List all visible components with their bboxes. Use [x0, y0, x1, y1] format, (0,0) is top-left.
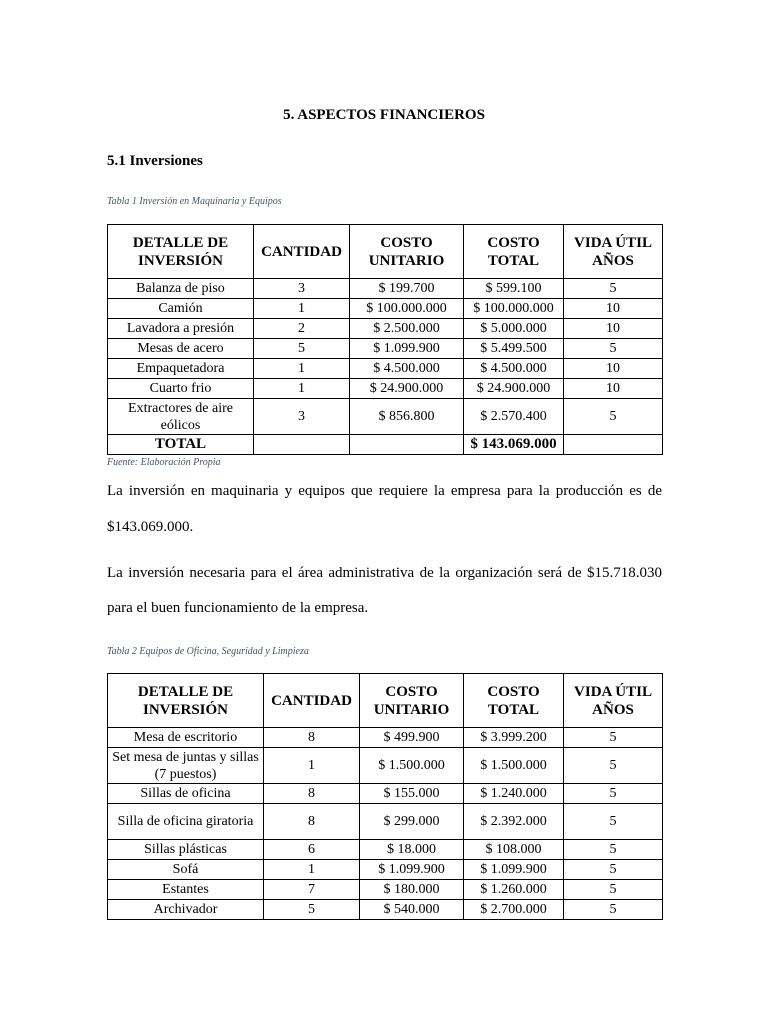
cell-cantidad: 5 [264, 900, 360, 920]
cell-cantidad: 3 [254, 399, 350, 435]
total-label: TOTAL [108, 435, 254, 455]
cell-vida-util: 5 [564, 840, 663, 860]
cell-vida-util: 5 [564, 748, 663, 784]
header-vida-util: VIDA ÚTIL AÑOS [564, 225, 663, 279]
table-row [108, 299, 663, 319]
table-row [108, 279, 663, 299]
cell-vida-util: 5 [564, 804, 663, 840]
cell-costo-total: $ 100.000.000 [464, 299, 564, 319]
table1-source: Fuente: Elaboración Propia [107, 457, 221, 468]
cell-costo-total: $ 24.900.000 [464, 379, 564, 399]
cell-detalle: Lavadora a presión [108, 319, 254, 339]
cell-detalle: Extractores de aire eólicos [108, 399, 254, 435]
table-row [108, 840, 663, 860]
cell-vida-util: 10 [564, 319, 663, 339]
cell-costo-unitario: $ 1.099.900 [350, 339, 464, 359]
cell-detalle: Mesa de escritorio [108, 728, 264, 748]
header-cantidad: CANTIDAD [254, 225, 350, 279]
cell-costo-total: $ 2.700.000 [464, 900, 564, 920]
cell-costo-total: $ 108.000 [464, 840, 564, 860]
cell-cantidad: 1 [254, 299, 350, 319]
cell-costo-total: $ 4.500.000 [464, 359, 564, 379]
cell-costo-unitario: $ 1.500.000 [360, 748, 464, 784]
table-maquinaria-equipos [107, 224, 663, 455]
table-row [108, 359, 663, 379]
cell-costo-unitario: $ 2.500.000 [350, 319, 464, 339]
table-row [108, 319, 663, 339]
cell-vida-util: 10 [564, 359, 663, 379]
cell-detalle: Estantes [108, 880, 264, 900]
paragraph2-line2: para el buen funcionamiento de la empresa. [107, 600, 369, 616]
header-detalle: DETALLE DE INVERSIÓN [108, 674, 264, 728]
cell-detalle: Archivador [108, 900, 264, 920]
cell-detalle: Sillas plásticas [108, 840, 264, 860]
table-equipos-oficina [107, 673, 663, 920]
cell-cantidad: 5 [254, 339, 350, 359]
cell-vida-util: 5 [564, 784, 663, 804]
cell-costo-unitario: $ 24.900.000 [350, 379, 464, 399]
table-row [108, 900, 663, 920]
cell-vida-util: 5 [564, 900, 663, 920]
cell-costo-unitario: $ 100.000.000 [350, 299, 464, 319]
cell-costo-total: $ 1.240.000 [464, 784, 564, 804]
cell-cantidad: 6 [264, 840, 360, 860]
table-row [108, 339, 663, 359]
cell-cantidad: 3 [254, 279, 350, 299]
cell-cantidad: 1 [264, 860, 360, 880]
cell-cantidad: 8 [264, 728, 360, 748]
cell-costo-unitario: $ 299.000 [360, 804, 464, 840]
table1-caption: Tabla 1 Inversión en Maquinaria y Equipos [107, 196, 282, 207]
table-row [108, 784, 663, 804]
cell-cantidad: 1 [264, 748, 360, 784]
header-costo-unitario: COSTO UNITARIO [350, 225, 464, 279]
cell-costo-total: $ 5.000.000 [464, 319, 564, 339]
cell-costo-total: $ 1.260.000 [464, 880, 564, 900]
cell-detalle: Silla de oficina giratoria [108, 804, 264, 840]
cell-cantidad: 1 [254, 359, 350, 379]
cell-vida-util: 5 [564, 279, 663, 299]
empty-cell [254, 435, 350, 455]
cell-costo-total: $ 1.500.000 [464, 748, 564, 784]
cell-costo-unitario: $ 1.099.900 [360, 860, 464, 880]
header-vida-util: VIDA ÚTIL AÑOS [564, 674, 663, 728]
paragraph2-line1: La inversión necesaria para el área administrativa de la organización será de $15.718.030 [107, 565, 662, 581]
cell-detalle: Mesas de acero [108, 339, 254, 359]
cell-costo-total: $ 3.999.200 [464, 728, 564, 748]
cell-detalle: Balanza de piso [108, 279, 254, 299]
table-row [108, 728, 663, 748]
cell-detalle: Set mesa de juntas y sillas (7 puestos) [108, 748, 264, 784]
cell-vida-util: 10 [564, 299, 663, 319]
cell-cantidad: 7 [264, 880, 360, 900]
cell-detalle: Cuarto frio [108, 379, 254, 399]
section-title: 5.1 Inversiones [107, 153, 203, 169]
cell-costo-total: $ 5.499.500 [464, 339, 564, 359]
cell-cantidad: 8 [264, 784, 360, 804]
cell-costo-unitario: $ 4.500.000 [350, 359, 464, 379]
header-detalle: DETALLE DE INVERSIÓN [108, 225, 254, 279]
table-row [108, 399, 663, 435]
cell-vida-util: 5 [564, 860, 663, 880]
page-heading: 5. ASPECTOS FINANCIEROS [283, 107, 485, 123]
table-row [108, 880, 663, 900]
paragraph1-line1: La inversión en maquinaria y equipos que requiere la empresa para la producción es de [107, 483, 662, 499]
cell-cantidad: 2 [254, 319, 350, 339]
cell-costo-total: $ 2.570.400 [464, 399, 564, 435]
cell-vida-util: 5 [564, 339, 663, 359]
cell-costo-unitario: $ 199.700 [350, 279, 464, 299]
empty-cell [350, 435, 464, 455]
cell-detalle: Sillas de oficina [108, 784, 264, 804]
table-row [108, 379, 663, 399]
cell-detalle: Empaquetadora [108, 359, 254, 379]
cell-vida-util: 5 [564, 880, 663, 900]
cell-vida-util: 10 [564, 379, 663, 399]
table-row [108, 804, 663, 840]
cell-vida-util: 5 [564, 399, 663, 435]
empty-cell [564, 435, 663, 455]
cell-costo-unitario: $ 155.000 [360, 784, 464, 804]
table2-caption: Tabla 2 Equipos de Oficina, Seguridad y Limpieza [107, 646, 309, 657]
cell-cantidad: 8 [264, 804, 360, 840]
cell-costo-unitario: $ 180.000 [360, 880, 464, 900]
header-cantidad: CANTIDAD [264, 674, 360, 728]
cell-costo-unitario: $ 540.000 [360, 900, 464, 920]
cell-detalle: Camión [108, 299, 254, 319]
header-costo-unitario: COSTO UNITARIO [360, 674, 464, 728]
cell-costo-total: $ 1.099.900 [464, 860, 564, 880]
cell-costo-unitario: $ 18.000 [360, 840, 464, 860]
cell-vida-util: 5 [564, 728, 663, 748]
header-costo-total: COSTO TOTAL [464, 674, 564, 728]
total-row [108, 435, 663, 455]
cell-detalle: Sofá [108, 860, 264, 880]
paragraph1-line2: $143.069.000. [107, 519, 194, 535]
table-row [108, 860, 663, 880]
cell-costo-total: $ 2.392.000 [464, 804, 564, 840]
total-value: $ 143.069.000 [464, 435, 564, 455]
table-row [108, 748, 663, 784]
cell-costo-total: $ 599.100 [464, 279, 564, 299]
cell-costo-unitario: $ 856.800 [350, 399, 464, 435]
header-costo-total: COSTO TOTAL [464, 225, 564, 279]
cell-costo-unitario: $ 499.900 [360, 728, 464, 748]
cell-cantidad: 1 [254, 379, 350, 399]
